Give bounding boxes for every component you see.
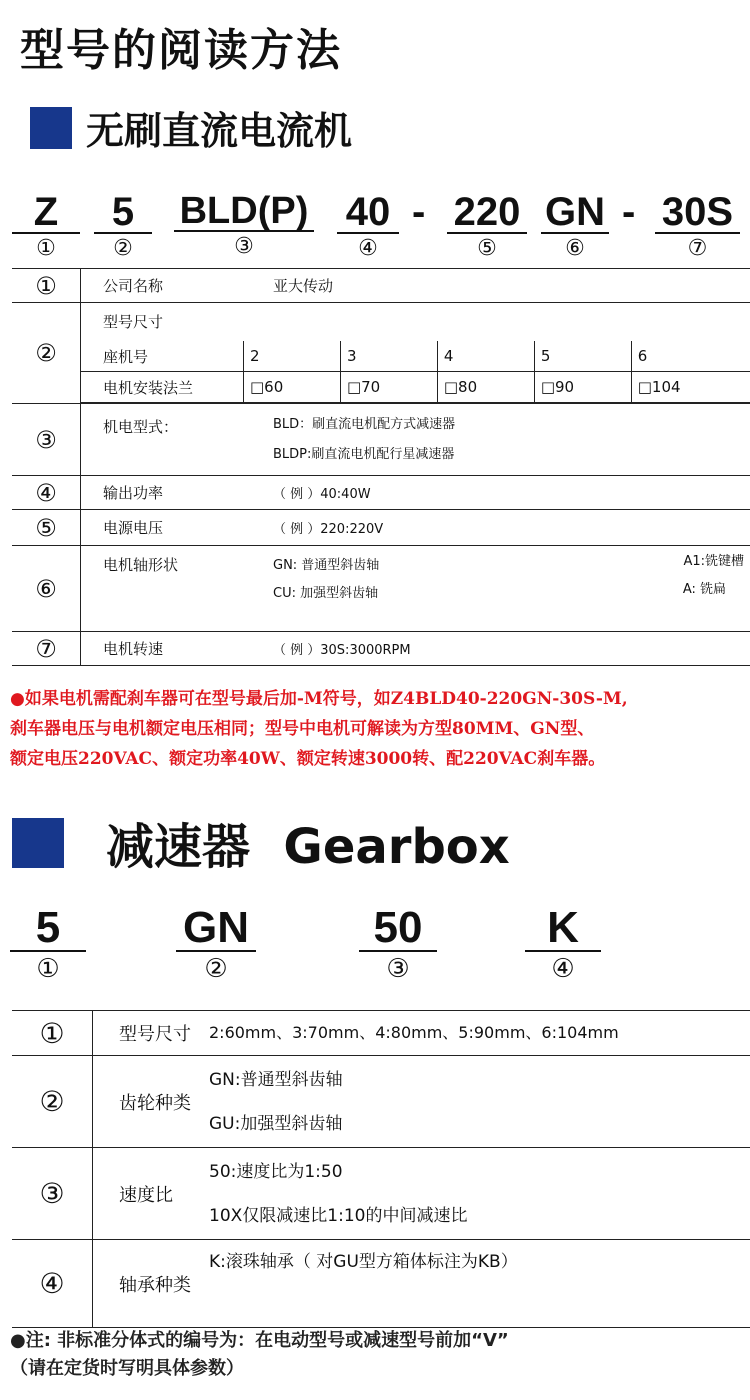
flange-row (81, 372, 750, 403)
table-row (12, 476, 750, 510)
power-value: （ 例 ）40:40W (273, 476, 750, 510)
flange-value: □80 (437, 372, 534, 403)
table-row (12, 1011, 750, 1056)
gearbox-section-title: 减速器 Gearbox (106, 819, 510, 875)
row-number: ③ (12, 1148, 93, 1240)
table-row (12, 1240, 750, 1328)
gear-code-type: GN ② (176, 906, 256, 982)
gear-code-size: 5 ① (10, 906, 86, 982)
gear-code-ratio: 50 ③ (359, 906, 437, 982)
frame-label: 座机号 (81, 341, 244, 372)
motor-spec-table (12, 268, 750, 666)
row-number: ② (12, 1056, 93, 1148)
row-label: 型号尺寸 (103, 313, 164, 331)
row-label: 输出功率 (81, 476, 274, 510)
footer-note (10, 1327, 509, 1383)
table-row (12, 1148, 750, 1240)
section-marker-square (12, 818, 64, 868)
ratio-50: 50:速度比为1:50 (209, 1161, 343, 1182)
footer-line: ●注: 非标准分体式的编号为：在电动型号或减速型号前加“V” (10, 1330, 509, 1351)
frame-value: 2 (244, 341, 341, 372)
table-row (12, 269, 750, 303)
note-line: 额定电压220VAC、额定功率40W、额定转速3000转、配220VAC刹车器。 (10, 749, 606, 769)
speed-value: （ 例 ）30S:3000RPM (273, 632, 750, 666)
gear-gn: GN:普通型斜齿轴 (209, 1069, 343, 1090)
flange-value: □70 (340, 372, 437, 403)
row-number: ⑦ (12, 632, 81, 666)
table-row (12, 404, 750, 476)
table-row (12, 632, 750, 666)
gearbox-section-header (12, 808, 510, 877)
row-label: 机电型式： (81, 404, 274, 476)
frame-value: 4 (437, 341, 534, 372)
section-marker-square (30, 107, 72, 149)
row-label: 型号尺寸 (93, 1011, 210, 1056)
table-row (12, 1056, 750, 1148)
brake-note (10, 684, 750, 774)
flange-value: □90 (534, 372, 631, 403)
row-label: 电机轴形状 (81, 546, 274, 632)
note-line: ●如果电机需配刹车器可在型号最后加-M符号，如Z4BLD40-220GN-30S-M, (10, 689, 628, 709)
type-bld: BLD：刷直流电机配方式减速器 (273, 416, 456, 432)
flange-value: □104 (631, 372, 750, 403)
page-title: 型号的阅读方法 (20, 25, 342, 76)
size-value: 2:60mm、3:70mm、4:80mm、5:90mm、6:104mm (209, 1011, 750, 1056)
row-label: 电源电压 (81, 510, 274, 546)
code-part-size: 5 ② (94, 192, 152, 260)
shaft-cu: CU: 加强型斜齿轴 (273, 586, 379, 601)
gear-code-bearing: K ④ (525, 906, 601, 982)
code-dash: - (622, 190, 636, 234)
gear-gu: GU:加强型斜齿轴 (209, 1113, 343, 1134)
row-number: ④ (12, 1240, 93, 1328)
code-part-shaft: GN ⑥ (541, 192, 609, 260)
size-subtable (81, 341, 750, 403)
shaft-a1: A1:铣键槽 (683, 554, 744, 569)
shaft-gn: GN: 普通型斜齿轴 (273, 558, 380, 573)
motor-section-title: 无刷直流电流机 (86, 109, 353, 153)
shaft-a: A: 铣扁 (682, 582, 726, 597)
frame-value: 3 (340, 341, 437, 372)
voltage-value: （ 例 ）220:220V (273, 510, 750, 546)
code-dash: - (412, 190, 426, 234)
table-row (12, 303, 750, 404)
note-line: 刹车器电压与电机额定电压相同；型号中电机可解读为方型80MM、GN型、 (10, 719, 595, 739)
motor-section-header (30, 100, 352, 155)
code-part-speed: 30S ⑦ (655, 192, 740, 260)
row-label: 齿轮种类 (93, 1056, 210, 1148)
ratio-10x: 10X仅限减速比1:10的中间减速比 (209, 1205, 468, 1226)
code-part-type: BLD(P) ③ (174, 192, 314, 258)
type-bldp: BLDP:刷直流电机配行星减速器 (273, 446, 455, 462)
table-row (12, 510, 750, 546)
row-label: 公司名称 (81, 269, 274, 303)
row-number: ⑥ (12, 546, 81, 632)
row-number: ⑤ (12, 510, 81, 546)
gearbox-spec-table (12, 1010, 750, 1328)
frame-row (81, 341, 750, 372)
frame-value: 5 (534, 341, 631, 372)
table-row (12, 546, 750, 632)
footer-line: （请在定货时写明具体参数） (10, 1358, 244, 1379)
row-number: ② (12, 303, 81, 404)
bearing-k: K:滚珠轴承（ 对GU型方箱体标注为KB） (209, 1252, 518, 1272)
company-name-value: 亚大传动 (273, 269, 750, 303)
row-number: ① (12, 269, 81, 303)
code-part-voltage: 220 ⑤ (447, 192, 527, 260)
row-number: ④ (12, 476, 81, 510)
row-number: ③ (12, 404, 81, 476)
frame-value: 6 (631, 341, 750, 372)
code-part-company: Z ① (12, 192, 80, 260)
row-label: 电机转速 (81, 632, 274, 666)
flange-value: □60 (244, 372, 341, 403)
row-number: ① (12, 1011, 93, 1056)
flange-label: 电机安装法兰 (81, 372, 244, 403)
code-part-power: 40 ④ (337, 192, 399, 260)
row-label: 速度比 (93, 1148, 210, 1240)
row-label: 轴承种类 (93, 1240, 210, 1328)
